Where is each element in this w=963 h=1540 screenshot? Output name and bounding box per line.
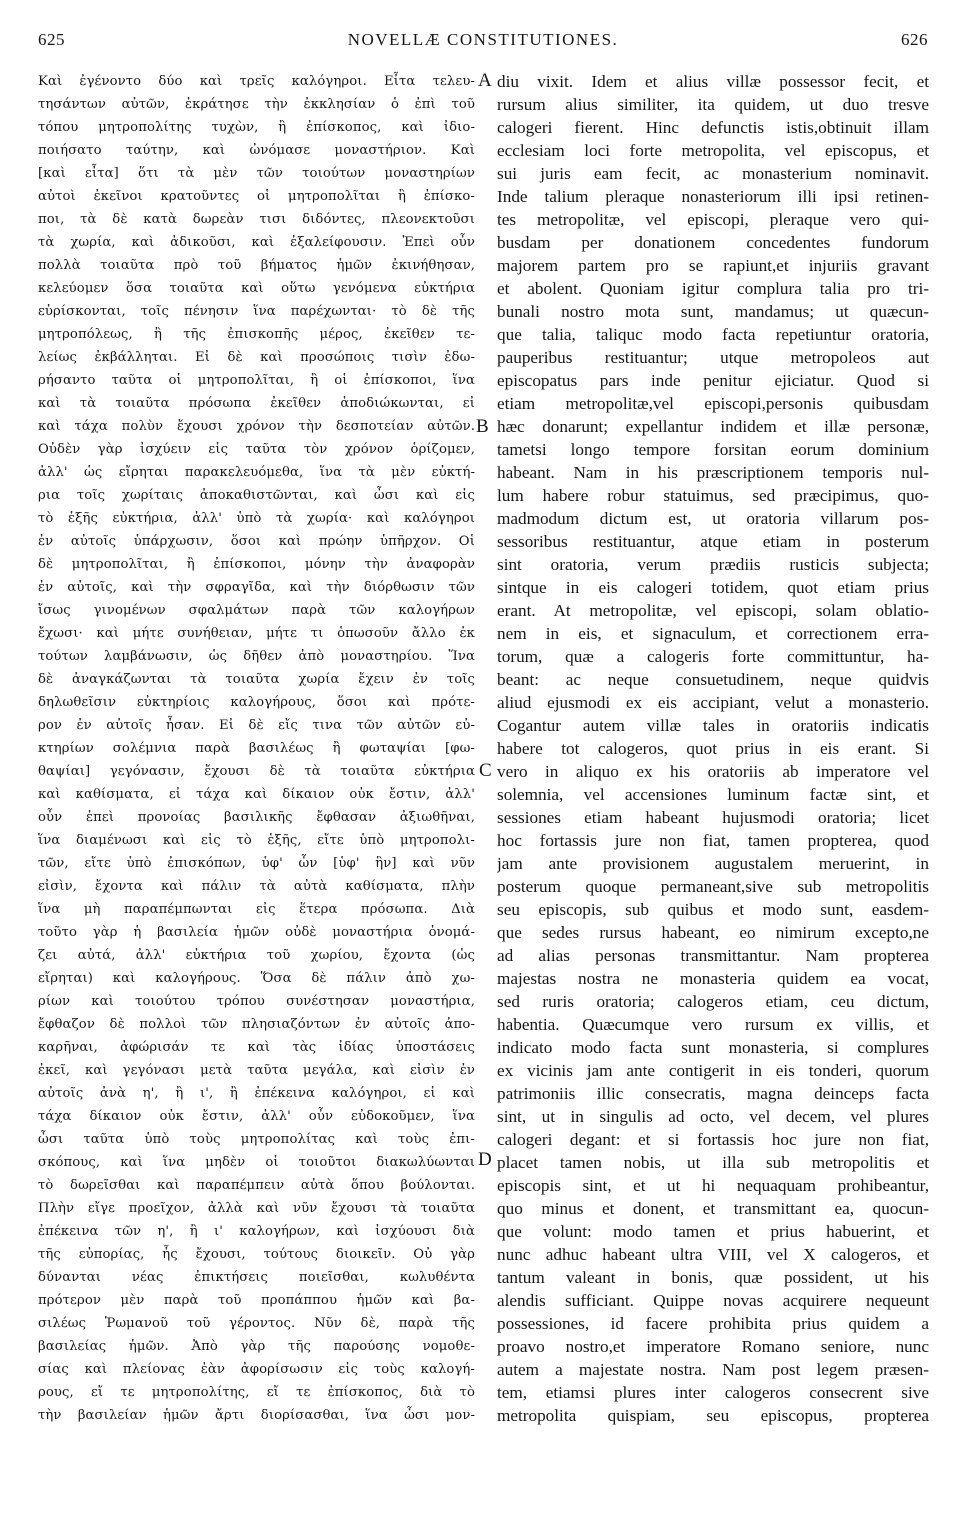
greek-text-line: πρότερον μὲν παρὰ τοῦ προπάππου ἡμῶν καὶ βα-: [38, 1293, 475, 1308]
greek-text-line: ὦσι ταῦτα ὑπὸ τοὺς μητροπολίτας καὶ τοὺς ἐπι-: [38, 1132, 475, 1147]
latin-text-line: pauperibus restituantur; utque metropoleos aut: [497, 348, 929, 367]
greek-text-line: δηλωθεῖσιν εὐκτηρίοις καλογήρους, ὅσοι καὶ πρότε-: [38, 695, 475, 710]
greek-text-line: τόπου μητροπολίτης τυχὼν, ἢ ἐπίσκοπος, καὶ ἰδιο-: [38, 120, 475, 135]
latin-text-line: ecclesiam loci forte metropolita, vel episcopus, et: [497, 141, 929, 160]
greek-text-line: τησάντων αὐτῶν, ἐκράτησε τὴν ἐκκλησίαν ὁ ἐπὶ τοῦ: [38, 97, 475, 112]
latin-text-line: quo minus et donent, et transmittant ea, quocun-: [497, 1199, 929, 1218]
greek-text-line: ποιήσατο ταύτην, καὶ ὠνόμασε μοναστήριον. Καὶ: [38, 143, 475, 158]
greek-text-line: ἐν αὐτοῖς, καὶ τὴν σφραγῖδα, καὶ τὴν διόρθωσιν τῶν: [38, 580, 475, 595]
latin-text-line: tantum valeant in bonis, quæ possident, ut his: [497, 1268, 929, 1287]
greek-text-line: αὐτοὶ ἐκεῖνοι κρατοῦντες οἱ μητροπολῖται ἢ ἐπίσκο-: [38, 189, 475, 204]
greek-text-line: ρον ἐν αὐτοῖς ἦσαν. Εἰ δὲ εἴς τινα τῶν αὐτῶν εὐ-: [38, 718, 475, 733]
latin-text-line: tametsi longo tempore forsitan eorum dominium: [497, 440, 929, 459]
latin-text-line: majestas nostra ne monasteria quidem ea vocat,: [497, 969, 929, 988]
greek-text-line: τάχα δίκαιον οὐκ ἔστιν, ἀλλ' οὖν εὐδοκοῦμεν, ἵνα: [38, 1109, 475, 1124]
greek-text-line: βασιλείας ἡμῶν. Ἀπὸ γὰρ τῆς παρούσης νομοθε-: [38, 1339, 475, 1354]
latin-text-line: que volunt: modo tamen et prius habuerint, et: [497, 1222, 929, 1241]
latin-text-line: Inde talium pleraque nonasteriorum illi ipsi retinen-: [497, 187, 929, 206]
latin-text-line: habeant. Nam in his præscriptionem temporis nul-: [497, 463, 929, 482]
greek-text-line: θαψίαι] γεγόνασιν, ἔχουσι δὲ τὰ τοιαῦτα εὐκτήρια: [38, 764, 475, 779]
latin-text-line: alendis sufficiant. Quippe novas acquirere nequeunt: [497, 1291, 929, 1310]
latin-text-line: indicato modo facta sunt monasteria, si complures: [497, 1038, 929, 1057]
greek-text-line: ρίων καὶ τοιούτου τρόπου συνέστησαν μοναστήρια,: [38, 994, 475, 1009]
greek-text-line: πολλὰ τοιαῦτα πρὸ τοῦ βήματος ἡμῶν ἐκινήθησαν,: [38, 258, 475, 273]
greek-text-line: δὲ μητροπολῖται, ἢ ἐπίσκοποι, μόνην τὴν ἀναφορὰν: [38, 557, 475, 572]
latin-text-line: sui juris eam fecit, ac monasterium nominavit.: [497, 164, 929, 183]
greek-text-line: σίας καὶ πλείονας ἐὰν ἀφορίσωσιν εἰς τοὺς καλογή-: [38, 1362, 475, 1377]
greek-text-line: τὸ δωρεῖσθαι καὶ παραπέμπειν αὐτὰ ὅπου βούλονται.: [38, 1178, 475, 1193]
section-marker-d: D: [478, 1149, 492, 1170]
greek-text-line: ἐν αὐτοῖς ὑπάρχωσιν, ὅσοι καὶ πρώην ὑπῆρχον. Οἱ: [38, 534, 475, 549]
section-marker-c: C: [479, 760, 492, 781]
page-number-left: 625: [38, 30, 65, 49]
greek-text-line: ἴσως γινομένων σφαλμάτων παρὰ τῶν καλογήρων: [38, 603, 475, 618]
greek-text-line: ἐκεῖ, καὶ γεγόνασι μετὰ ταῦτα μεγάλα, καὶ εἰσὶν ἐν: [38, 1063, 475, 1078]
latin-text-line: lum habere robur statuimus, sed præcipimus, quo-: [497, 486, 929, 505]
latin-text-line: torum, quæ a calogeris forte committuntur, ha-: [497, 647, 929, 666]
latin-text-line: autem a majestate nostra. Nam post legem præsen-: [497, 1360, 929, 1379]
latin-text-line: bunali nostro mota sunt, mandamus; ut quæcun-: [497, 302, 929, 321]
latin-text-line: posterum quoque permaneant,sive sub metropolitis: [497, 877, 929, 896]
greek-text-line: ἔχωσι· καὶ μήτε συνήθειαν, μήτε τι ὁπωσοῦν ἄλλο ἐκ: [38, 626, 475, 641]
greek-text-line: ἐπέκεινα τῶν η', ἢ ι' καλογήρων, καὶ ἰσχύουσι διὰ: [38, 1224, 475, 1239]
latin-text-line: habentia. Quæcumque vero rursum ex villis, et: [497, 1015, 929, 1034]
latin-text-line: patrimoniis illic consecratis, magna deinceps facta: [497, 1084, 929, 1103]
greek-text-line: τὴν βασιλείαν ἡμῶν ἄρτι διορίσασθαι, ἵνα ὦσι μον-: [38, 1408, 475, 1423]
latin-text-line: et abolent. Quoniam igitur complura talia pro tri-: [497, 279, 929, 298]
latin-text-line: beant: ac neque consuetudinem, neque quidvis: [497, 670, 929, 689]
greek-text-line: καὶ τάχα πολὺν ἔχουσι χρόνον τὴν δεσποτείαν αὐτῶν.: [38, 419, 475, 434]
greek-text-line: σκόπους, καὶ ἵνα μηδὲν οἱ τοιοῦτοι διακωλύωνται: [38, 1155, 475, 1170]
greek-text-line: τὸ ἑξῆς εὐκτήρια, ἀλλ' ὑπὸ τὰ χωρία· καὶ καλόγηροι: [38, 511, 475, 526]
latin-text-line: metropolita quispiam, seu episcopus, propterea: [497, 1406, 929, 1425]
greek-text-line: μητροπόλεως, ἢ τῆς ἐπισκοπῆς μέρος, ἐκεῖθεν τε-: [38, 327, 475, 342]
greek-text-line: ἀλλ' ὡς εἴρηται παρακελευόμεθα, ἵνα τὰ μὲν εὐκτή-: [38, 465, 475, 480]
greek-text-line: Καὶ ἐγένοντο δύο καὶ τρεῖς καλόγηροι. Εἶτα τελευ-: [38, 74, 475, 89]
greek-text-line: κτηρίων σολέμνια παρὰ βασιλέως ἢ φωταψίαι [φω-: [38, 741, 475, 756]
latin-text-line: solemnia, vel accensiones luminum factæ sint, et: [497, 785, 929, 804]
greek-text-column: [38, 70, 475, 1427]
greek-text-line: [καὶ εἶτα] ὅτι τὰ μὲν τῶν τοιούτων μοναστηρίων: [38, 166, 475, 181]
greek-text-line: καρῆναι, ἀφώρισάν τε καὶ τὰς ἰδίας ὑποστάσεις: [38, 1040, 475, 1055]
latin-text-line: habere tot calogeros, quot prius in eis erant. Si: [497, 739, 929, 758]
latin-text-line: sessiones etiam habeant hujusmodi oratoria; licet: [497, 808, 929, 827]
latin-text-line: sint, ut in singulis ad octo, vel decem, vel plures: [497, 1107, 929, 1126]
latin-text-line: madmodum dictum est, ut oratoria villarum pos-: [497, 509, 929, 528]
greek-text-line: δύνανται νέας ἐπικτήσεις ποιεῖσθαι, κωλυθέντα: [38, 1270, 475, 1285]
latin-text-line: tem, etiamsi plures inter calogeros consecrent sive: [497, 1383, 929, 1402]
latin-text-line: majorem partem pro se rapiunt,et injuriis gravant: [497, 256, 929, 275]
greek-text-line: αὐτοῖς ἀνὰ η', ἢ ι', ἢ ἐπέκεινα καλόγηροι, εἰ καὶ: [38, 1086, 475, 1101]
greek-text-line: ἵνα διαμένωσι καὶ εἰς τὸ ἑξῆς, εἴτε ὑπὸ μητροπολι-: [38, 833, 475, 848]
latin-text-line: aliud ejusmodi ex eis accipiant, velut a monasterio.: [497, 693, 929, 712]
latin-text-line: sintque in eis calogeri totidem, quot etiam prius: [497, 578, 929, 597]
greek-text-line: ρους, εἴ τε μητροπολίτης, εἴ τε ἐπίσκοπος, διὰ τὸ: [38, 1385, 475, 1400]
greek-text-line: σιλέως Ῥωμανοῦ τοῦ γέροντος. Νῦν δὲ, παρὰ τῆς: [38, 1316, 475, 1331]
greek-text-line: εὑρίσκονται, τοῖς πένησιν ἵνα παρέχωνται· τὸ δὲ τῆς: [38, 304, 475, 319]
greek-text-line: καὶ καθίσματα, εἰ τάχα καὶ δίκαιον οὐκ ἔστιν, ἀλλ': [38, 787, 475, 802]
greek-text-line: καὶ τὰ τοιαῦτα πρόσωπα ἐκεῖθεν ἀποδιώκωνται, εἰ: [38, 396, 475, 411]
latin-text-line: placet tamen nobis, ut illa sub metropolitis et: [497, 1153, 929, 1172]
greek-text-line: ζει αὐτά, ἀλλ' εὐκτήρια τοῦ χωρίου, ἔχοντα (ὡς: [38, 948, 475, 963]
latin-text-column: [497, 70, 929, 1427]
latin-text-line: tes metropolitæ, vel episcopi, pleraque vero qui-: [497, 210, 929, 229]
latin-text-line: etiam metropolitæ,vel episcopi,personis quibusdam: [497, 394, 929, 413]
running-title: NOVELLÆ CONSTITUTIONES.: [347, 30, 619, 49]
greek-text-line: λείως ἐκβάλληται. Εἰ δὲ καὶ προσώποις τισὶν ἐδω-: [38, 350, 475, 365]
greek-text-line: ρια τοῖς χωρίταις ἀποκαθιστῶνται, καὶ ὦσι καὶ εἰς: [38, 488, 475, 503]
page-number-right: 626: [901, 30, 928, 49]
latin-text-line: diu vixit. Idem et alius villæ possessor fecit, et: [497, 72, 929, 91]
latin-text-line: possessiones, id facere prohibita prius quidem a: [497, 1314, 929, 1333]
latin-text-line: calogeri degant: et si fortassis hoc jure non fiat,: [497, 1130, 929, 1149]
greek-text-line: εἴρηται) καὶ καλογήρους. Ὅσα δὲ πάλιν ἀπὸ χω-: [38, 971, 475, 986]
latin-text-line: sessoribus restituantur, atque etiam in posterum: [497, 532, 929, 551]
greek-text-line: δὲ ἀναγκάζωνται τὰ τοιαῦτα χωρία ἔχειν ἐν τοῖς: [38, 672, 475, 687]
greek-text-line: ἵνα μὴ παραπέμπωνται εἰς ἕτερα πρόσωπα. Διὰ: [38, 902, 475, 917]
running-header: [38, 30, 928, 56]
greek-text-line: ρήσαντο ταῦτα οἱ μητροπολῖται, ἢ οἱ ἐπίσκοποι, ἵνα: [38, 373, 475, 388]
latin-text-line: sed ruris oratoria; calogeros etiam, ceu dictum,: [497, 992, 929, 1011]
latin-text-line: jam ante provisionem augustalem meruerint, in: [497, 854, 929, 873]
latin-text-line: vero in aliquo ex his oratoriis ab imperatore vel: [497, 762, 929, 781]
latin-text-line: que sedes rursus habeant, eo nimirum excepto,ne: [497, 923, 929, 942]
greek-text-line: Πλὴν εἴγε προεῖχον, ἀλλὰ καὶ νῦν ἔχουσι τὰ τοιαῦτα: [38, 1201, 475, 1216]
greek-text-line: τοῦτο γὰρ ἡ βασιλεία ἡμῶν οὐδὲ μοναστήρια ὀνομά-: [38, 925, 475, 940]
latin-text-line: erant. At metropolitæ, vel episcopi, solam oblatio-: [497, 601, 929, 620]
greek-text-line: οὖν ἐπεὶ προνοίας βασιλικῆς ἔφθασαν ἀξιωθῆναι,: [38, 810, 475, 825]
latin-text-line: ex vicinis jam ante contigerit in eis tonderi, quorum: [497, 1061, 929, 1080]
latin-text-line: rursum alius similiter, ita quidem, ut duo tresve: [497, 95, 929, 114]
greek-text-line: τῆς εὐπορίας, ἧς ἔχουσι, τούτους διοικεῖν. Οὐ γὰρ: [38, 1247, 475, 1262]
latin-text-line: Cogantur autem villæ tales in oratoriis indicatis: [497, 716, 929, 735]
latin-text-line: ad alias personas transmittantur. Nam propterea: [497, 946, 929, 965]
latin-text-line: episcopis sint, et ut hi nequaquam prohibeantur,: [497, 1176, 929, 1195]
section-marker-b: B: [476, 416, 489, 437]
latin-text-line: proavo nostro,et imperatore Romano seniore, nunc: [497, 1337, 929, 1356]
latin-text-line: episcopatus pars inde penitur ejiciatur. Quod si: [497, 371, 929, 390]
greek-text-line: κελεύομεν ὅσα τοιαῦτα καὶ οὕτω γενόμενα εὐκτήρια: [38, 281, 475, 296]
latin-text-line: sint oratoria, verum prædiis rusticis subjecta;: [497, 555, 929, 574]
latin-text-line: seu episcopis, sub quibus et modo sunt, easdem-: [497, 900, 929, 919]
greek-text-line: ποι, τὰ δὲ κατὰ δωρεὰν τισι διδόντες, πλεονεκτοῦσι: [38, 212, 475, 227]
latin-text-line: nem in eis, et signaculum, et correctionem erra-: [497, 624, 929, 643]
latin-text-line: que talia, taliquc modo facta repetiuntur oratoria,: [497, 325, 929, 344]
greek-text-line: ἔφθαζον δὲ πολλοὶ τῶν πλησιαζόντων ἐν αὐτοῖς ἀπο-: [38, 1017, 475, 1032]
latin-text-line: hoc fortassis jure non fiat, tamen propterea, quod: [497, 831, 929, 850]
latin-text-line: hæc donarunt; expellantur indidem et illæ personæ,: [497, 417, 929, 436]
section-marker-a: A: [478, 70, 492, 91]
latin-text-line: calogeri fierent. Hinc defunctis istis,obtinuit illam: [497, 118, 929, 137]
greek-text-line: τῶν, εἴτε ὑπὸ ἐπισκόπων, ὑφ' ὧν [ὑφ' ἣν] καὶ νῦν: [38, 856, 475, 871]
latin-text-line: busdam per donationem concedentes fundorum: [497, 233, 929, 252]
greek-text-line: τὰ χωρία, καὶ ἀδικοῦσι, καὶ ἐξαλείφουσιν. Ἐπεὶ οὖν: [38, 235, 475, 250]
greek-text-line: τούτων λαμβάνωσιν, ὡς δῆθεν ἀπὸ μοναστηρίου. Ἵνα: [38, 649, 475, 664]
greek-text-line: Οὐδὲν γὰρ ἰσχύειν εἰς ταῦτα τὸν χρόνον ὁρίζομεν,: [38, 442, 475, 457]
latin-text-line: nunc adhuc habeant ultra VIII, vel X calogeros, et: [497, 1245, 929, 1264]
greek-text-line: εἰσὶν, ἔχοντα καὶ πάλιν τὰ αὐτὰ καθίσματα, πλὴν: [38, 879, 475, 894]
